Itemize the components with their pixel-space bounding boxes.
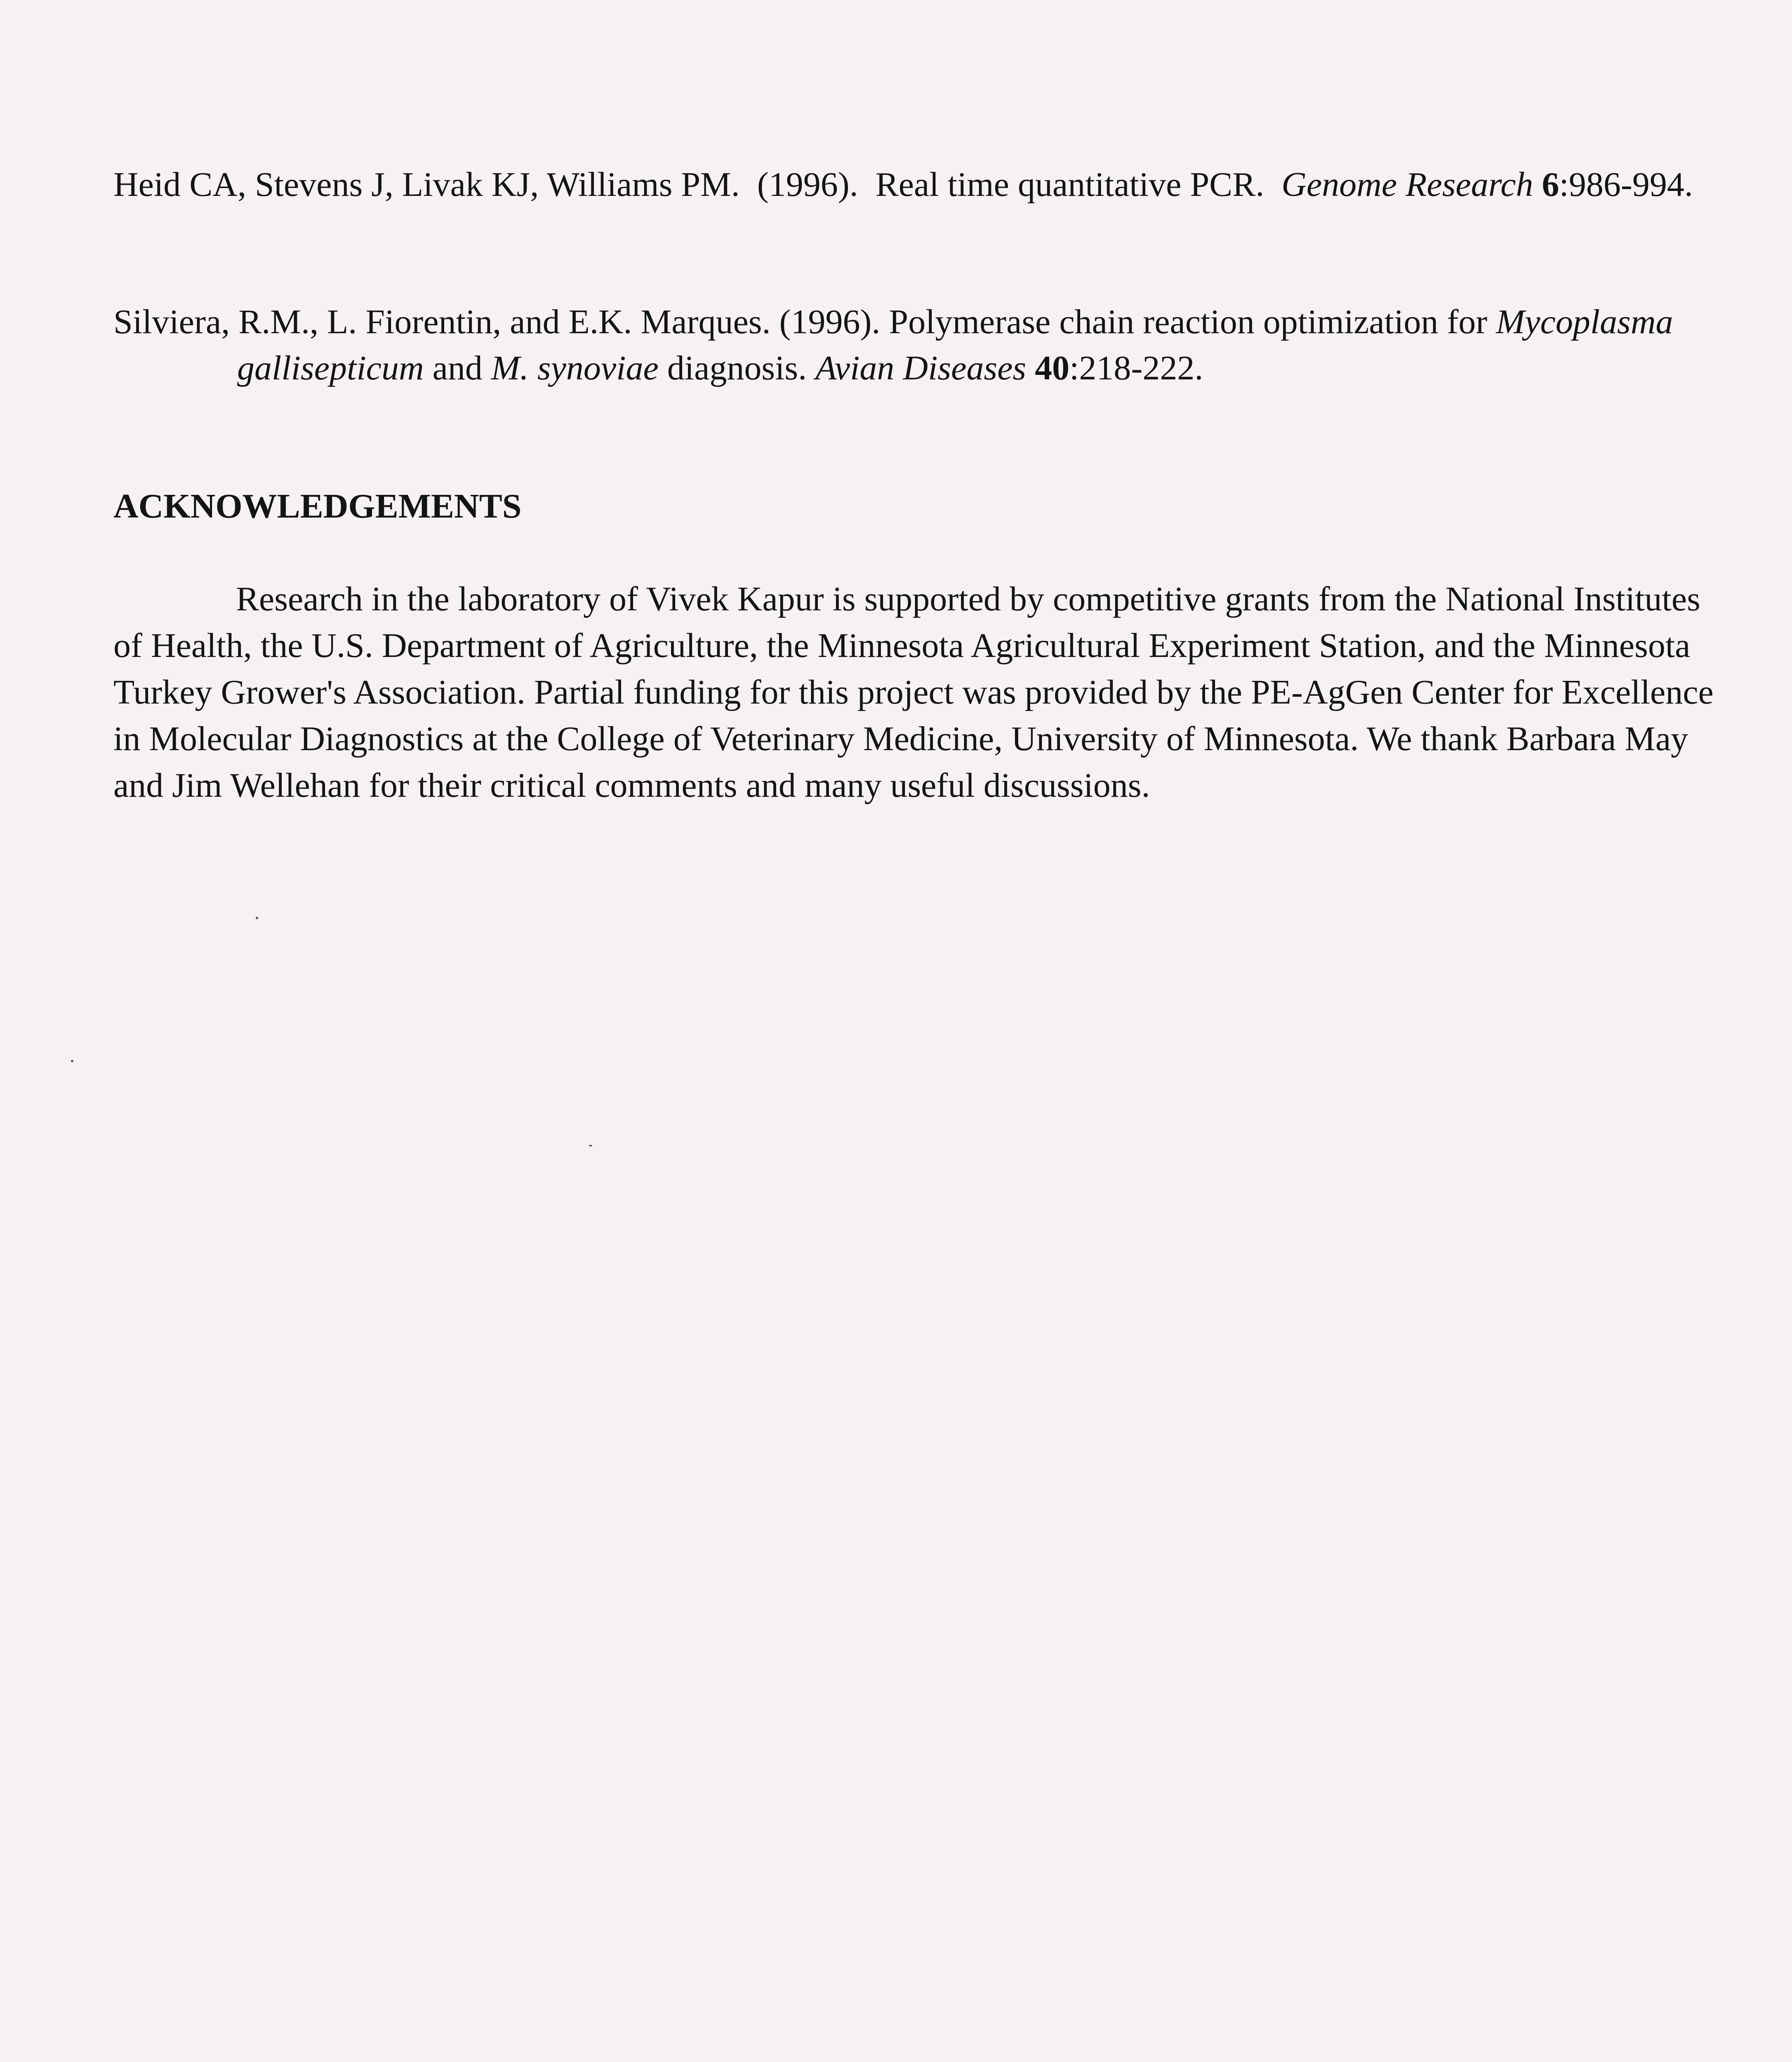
reference-authors: Heid CA, Stevens J, Livak KJ, Williams PM. [113, 165, 740, 204]
scan-speck [71, 1060, 73, 1062]
reference-volume: 40 [1035, 349, 1070, 387]
reference-journal: Avian Diseases [815, 349, 1027, 387]
reference-pages: :218-222. [1069, 349, 1203, 387]
reference-title: Real time quantitative PCR. [875, 165, 1265, 204]
reference-authors: Silviera, R.M., L. Fiorentin, and E.K. Marques. [113, 303, 771, 341]
reference-year: (1996). [779, 303, 881, 341]
reference-year: (1996). [757, 165, 858, 204]
acknowledgements-body: Research in the laboratory of Vivek Kapur is supported by competitive grants from the National Institutes of Health, the U.S. Department of Agriculture, the Minnesota Agricultural Experiment Station, and the Minnesota Turkey Grower's Association. Partial funding for this project was provided by the PE-AgGen Center for Excellence in Molecular Diagnostics at the College of Veterinary Medicine, University of Minnesota. We thank Barbara May and Jim Wellehan for their critical comments and many useful discussions. [113, 580, 1714, 805]
reference-heid [113, 162, 1722, 208]
reference-conjunction: and [432, 349, 483, 387]
reference-volume: 6 [1542, 165, 1559, 204]
reference-pages: :986-994. [1559, 165, 1693, 204]
acknowledgements-heading: ACKNOWLEDGEMENTS [113, 487, 522, 525]
reference-title-end: diagnosis. [667, 349, 807, 387]
reference-title-start: Polymerase chain reaction optimization for [889, 303, 1488, 341]
scan-speck [589, 1145, 592, 1146]
scan-speck [256, 917, 258, 919]
reference-species-2: M. synoviae [491, 349, 659, 387]
reference-journal: Genome Research [1281, 165, 1533, 204]
reference-species-1: Mycoplasma gallisepticum [237, 303, 1673, 387]
reference-silviera [113, 299, 1722, 391]
